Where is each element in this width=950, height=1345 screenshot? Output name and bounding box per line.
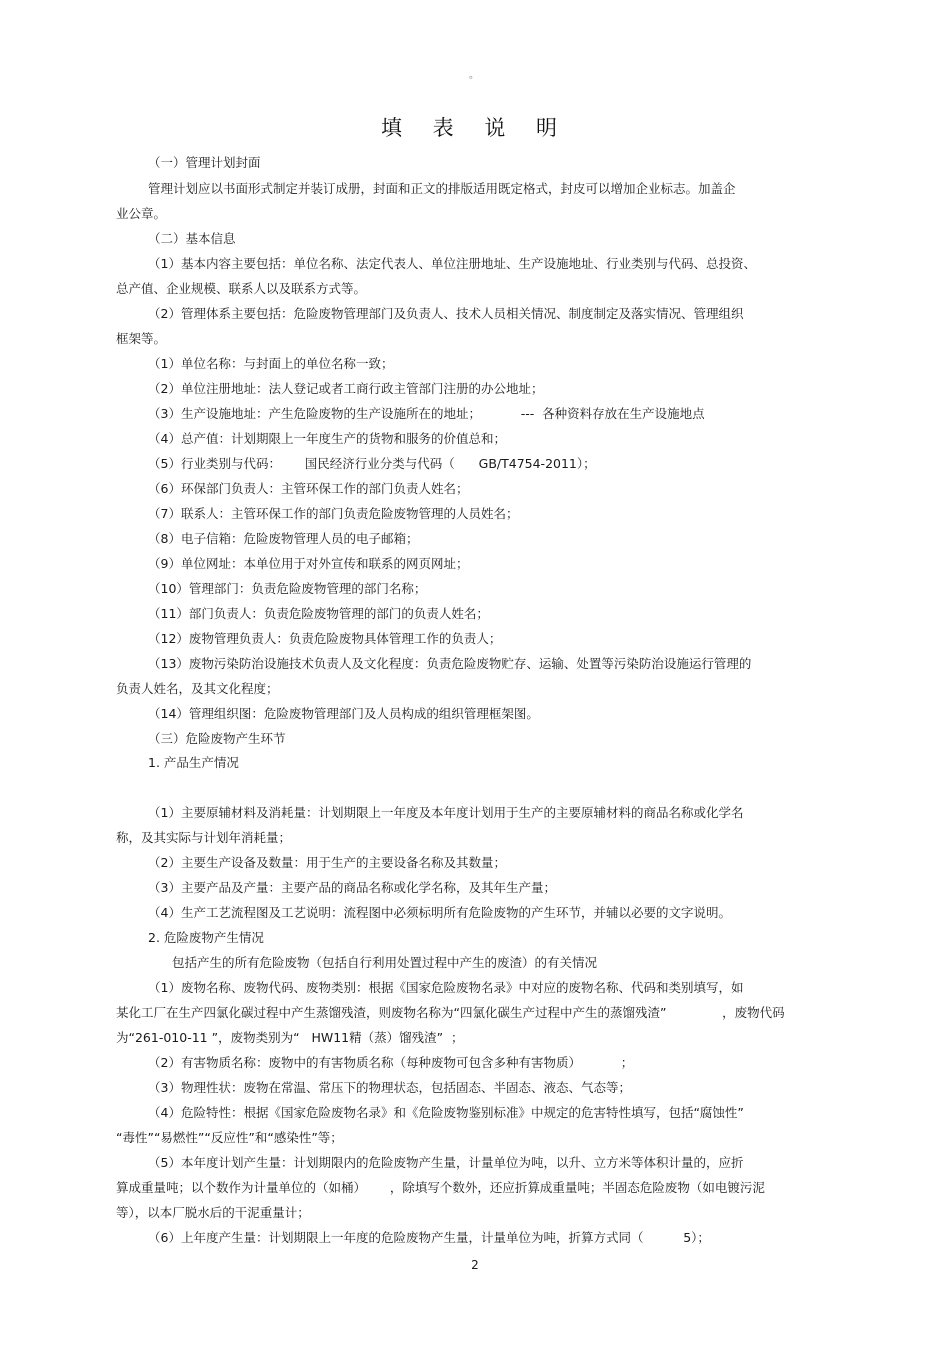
list-item: （13）废物污染防治设施技术负责人及文化程度：负责危险废物贮存、运输、处置等污染防治设施运行管理的	[148, 656, 752, 671]
list-item: （5）行业类别与代码： 国民经济行业分类与代码（ GB/T4754-2011）；	[148, 456, 596, 471]
list-item: （6）上年度产生量：计划期限上一年度的危险废物产生量，计量单位为吨，折算方式同（ 5）；	[148, 1230, 710, 1245]
list-item: （10）管理部门：负责危险废物管理的部门名称；	[148, 581, 427, 596]
page-title: 填 表 说 明	[380, 116, 570, 140]
list-item: （5）本年度计划产生量：计划期限内的危险废物产生量，计量单位为吨，以升、立方米等体积计量的，应折	[148, 1155, 744, 1170]
list-item: （14）管理组织图：危险废物管理部门及人员构成的组织管理框架图。	[148, 706, 539, 721]
list-item: （11）部门负责人：负责危险废物管理的部门的负责人姓名；	[148, 606, 489, 621]
list-item: （3）生产设施地址：产生危险废物的生产设施所在的地址； --- 各种资料存放在生产设施地点	[148, 406, 705, 421]
list-item: （4）生产工艺流程图及工艺说明：流程图中必须标明所有危险废物的产生环节，并辅以必要的文字说明。	[148, 905, 731, 920]
list-item: （2）主要生产设备及数量：用于生产的主要设备名称及其数量；	[148, 855, 506, 870]
paragraph-line: 负责人姓名，及其文化程度；	[116, 681, 279, 696]
header-mark: 。	[469, 70, 479, 81]
section-heading: （二）基本信息	[148, 231, 236, 246]
paragraph-line: 管理计划应以书面形式制定并装订成册，封面和正文的排版适用既定格式，封皮可以增加企业标志。加盖企	[148, 181, 736, 196]
section-heading: （三）危险废物产生环节	[148, 731, 286, 746]
paragraph-line: 某化工厂在生产四氯化碳过程中产生蒸馏残渣，则废物名称为“四氯化碳生产过程中产生的蒸馏残渣” ，废物代码	[116, 1005, 785, 1020]
paragraph-line: 包括产生的所有危险废物（包括自行利用处置过程中产生的废渣）的有关情况	[172, 955, 598, 970]
section-heading: （一）管理计划封面	[148, 155, 261, 170]
paragraph-line: 等），以本厂脱水后的干泥重量计；	[116, 1205, 310, 1220]
list-item: （2）单位注册地址：法人登记或者工商行政主管部门注册的办公地址；	[148, 381, 544, 396]
paragraph-line: （1）基本内容主要包括：单位名称、法定代表人、单位注册地址、生产设施地址、行业类别与代码、总投资、	[148, 256, 756, 271]
paragraph-line: 算成重量吨；以个数作为计量单位的（如桶） ，除填写个数外，还应折算成重量吨；半固态危险废物（如电镀污泥	[116, 1180, 765, 1195]
list-item: （4）危险特性：根据《国家危险废物名录》和《危险废物鉴别标准》中规定的危害特性填写，包括“腐蚀性”	[148, 1105, 744, 1120]
list-item: （1）废物名称、废物代码、废物类别：根据《国家危险废物名录》中对应的废物名称、代码和类别填写，如	[148, 980, 744, 995]
list-item: （3）主要产品及产量：主要产品的商品名称或化学名称，及其年生产量；	[148, 880, 556, 895]
list-item: （2）有害物质名称：废物中的有害物质名称（每种废物可包含多种有害物质） ；	[148, 1055, 634, 1070]
paragraph-line: 框架等。	[116, 331, 167, 346]
paragraph-line: 为“261-010-11 ”，废物类别为“ HW11精（蒸）馏残渣” ；	[116, 1030, 464, 1045]
paragraph-line: （2）管理体系主要包括：危险废物管理部门及负责人、技术人员相关情况、制度制定及落实情况、管理组织	[148, 306, 744, 321]
paragraph-line: “毒性”“易燃性”“反应性”和“感染性”等；	[116, 1130, 343, 1145]
list-item: （8）电子信箱：危险废物管理人员的电子邮箱；	[148, 531, 419, 546]
paragraph-line: 总产值、企业规模、联系人以及联系方式等。	[116, 281, 367, 296]
list-item: （1）单位名称：与封面上的单位名称一致；	[148, 356, 394, 371]
page-number: 2	[471, 1258, 479, 1272]
list-item: （9）单位网址：本单位用于对外宣传和联系的网页网址；	[148, 556, 469, 571]
list-item: （6）环保部门负责人：主管环保工作的部门负责人姓名；	[148, 481, 469, 496]
subsection-heading: 2. 危险废物产生情况	[148, 930, 264, 945]
paragraph-line: 称，及其实际与计划年消耗量；	[116, 830, 292, 845]
list-item: （7）联系人：主管环保工作的部门负责危险废物管理的人员姓名；	[148, 506, 519, 521]
list-item: （3）物理性状：废物在常温、常压下的物理状态，包括固态、半固态、液态、气态等；	[148, 1080, 631, 1095]
list-item: （12）废物管理负责人：负责危险废物具体管理工作的负责人；	[148, 631, 502, 646]
subsection-heading: 1. 产品生产情况	[148, 755, 239, 770]
list-item: （1）主要原辅材料及消耗量：计划期限上一年度及本年度计划用于生产的主要原辅材料的商品名称或化学名	[148, 805, 744, 820]
list-item: （4）总产值：计划期限上一年度生产的货物和服务的价值总和；	[148, 431, 506, 446]
paragraph-line: 业公章。	[116, 206, 167, 221]
